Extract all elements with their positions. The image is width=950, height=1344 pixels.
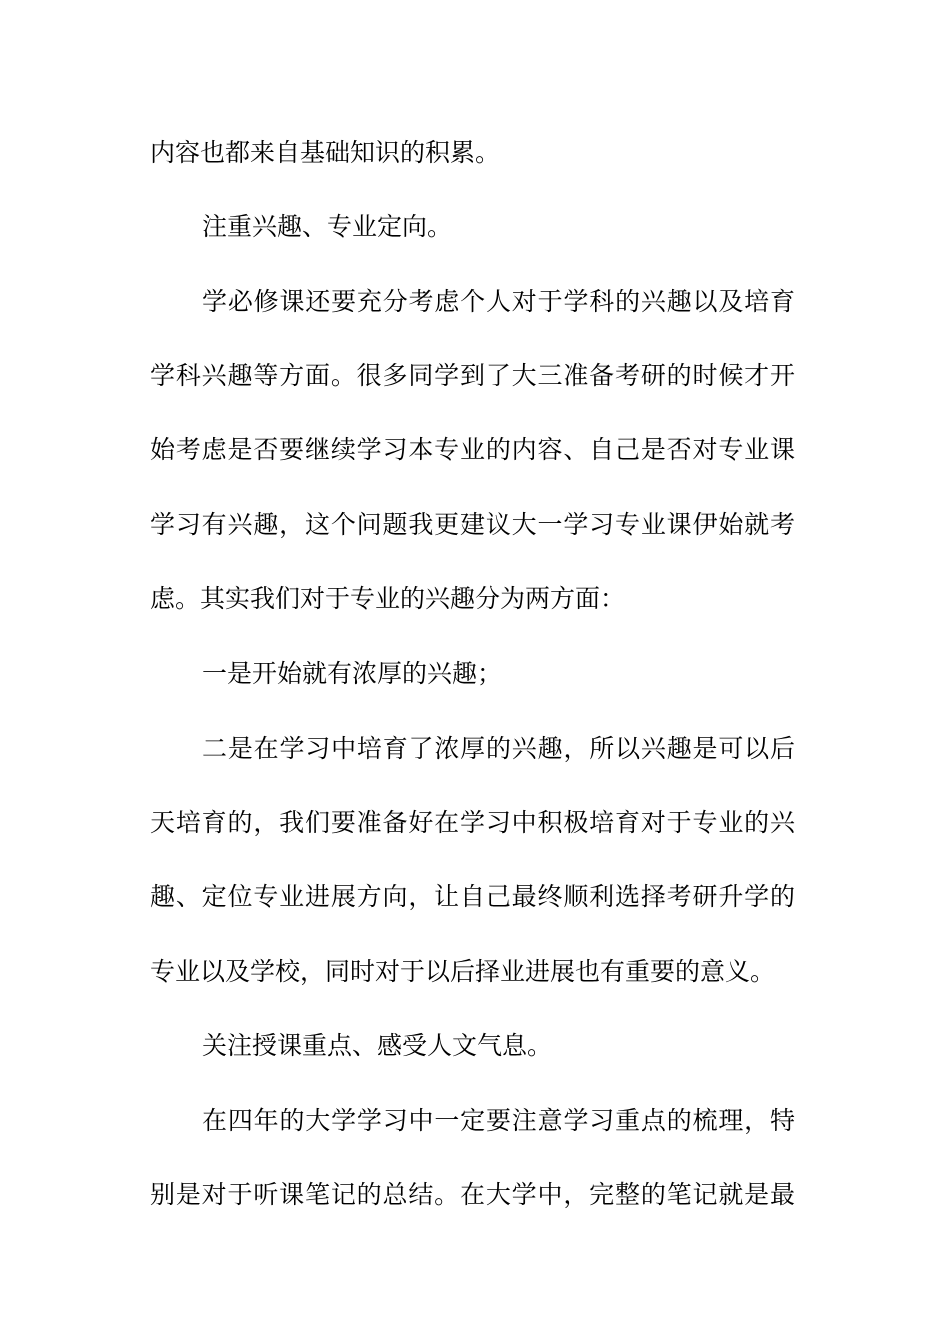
text-line: 二是在学习中培育了浓厚的兴趣，所以兴趣是可以后 — [202, 734, 795, 763]
text-line: 在四年的大学学习中一定要注意学习重点的梳理，特 — [202, 1106, 795, 1135]
text-line: 学习有兴趣，这个问题我更建议大一学习专业课伊始就考 — [150, 510, 795, 539]
text-line: 学必修课还要充分考虑个人对于学科的兴趣以及培育 — [202, 287, 795, 316]
text-line: 专业以及学校，同时对于以后择业进展也有重要的意义。 — [150, 957, 776, 986]
text-line: 学科兴趣等方面。很多同学到了大三准备考研的时候才开 — [150, 361, 795, 390]
text-line: 别是对于听课笔记的总结。在大学中，完整的笔记就是最 — [150, 1180, 795, 1209]
text-line: 虑。其实我们对于专业的兴趣分为两方面： — [150, 584, 626, 613]
text-line: 趣、定位专业进展方向，让自己最终顺利选择考研升学的 — [150, 882, 795, 911]
text-line: 天培育的，我们要准备好在学习中积极培育对于专业的兴 — [150, 808, 795, 837]
text-line: 内容也都来自基础知识的积累。 — [150, 138, 501, 167]
text-line: 始考虑是否要继续学习本专业的内容、自己是否对专业课 — [150, 435, 795, 464]
text-line: 一是开始就有浓厚的兴趣； — [202, 659, 503, 688]
section-heading: 关注授课重点、感受人文气息。 — [202, 1031, 553, 1060]
section-heading: 注重兴趣、专业定向。 — [202, 212, 453, 241]
